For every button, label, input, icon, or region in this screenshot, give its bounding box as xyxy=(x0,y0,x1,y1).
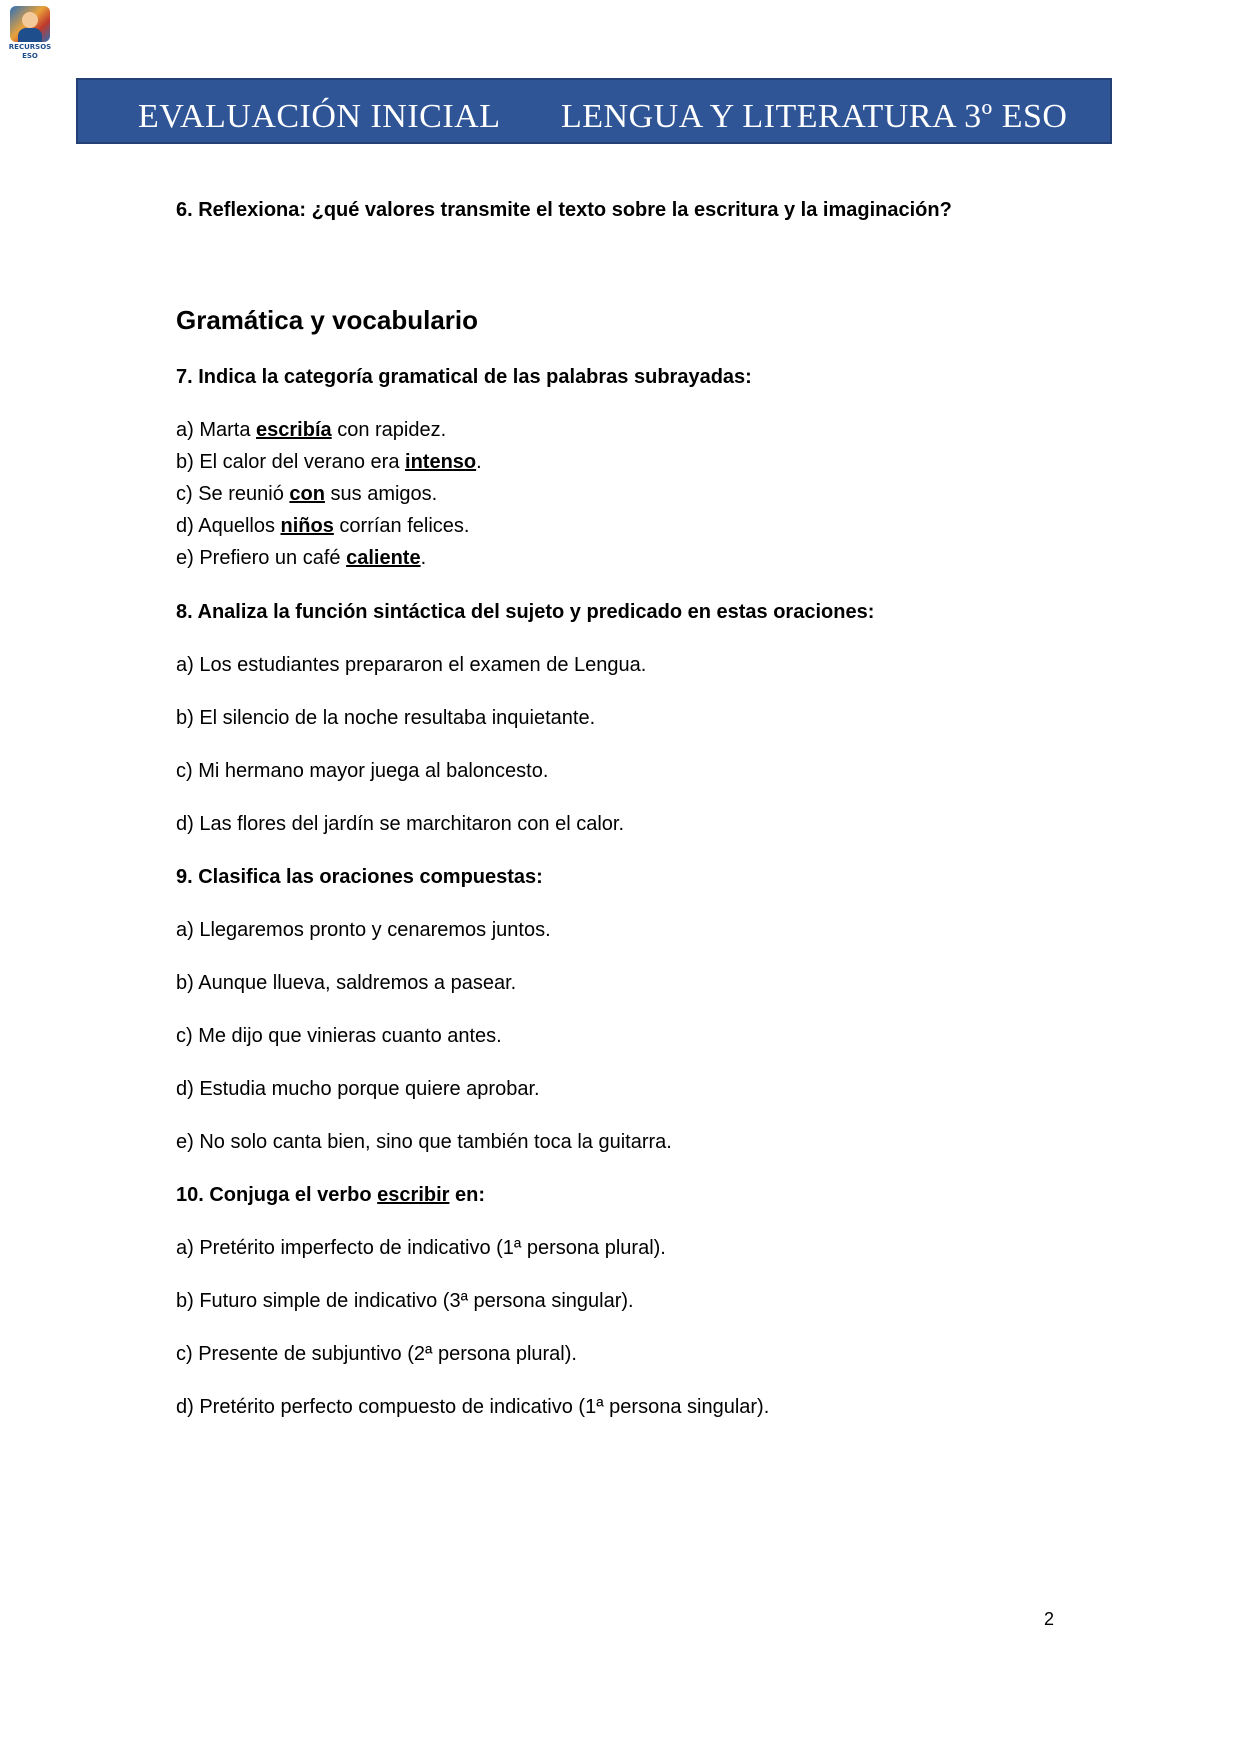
q7-item-c-post: sus amigos. xyxy=(324,483,438,505)
q7-item-b-pre: b) El calor del verano era xyxy=(176,451,406,473)
q8-item-d: d) Las flores del jardín se marchitaron con el calor. xyxy=(176,813,624,835)
q7-item-a-word: escribía xyxy=(256,419,332,441)
q7-item-b-word: intenso xyxy=(405,451,477,473)
logo-image xyxy=(10,6,50,42)
q10-item-d: d) Pretérito perfecto compuesto de indicativo (1ª persona singular). xyxy=(176,1396,770,1418)
question-8-title: 8. Analiza la función sintáctica del sujeto y predicado en estas oraciones: xyxy=(176,601,875,623)
q8-item-a: a) Los estudiantes prepararon el examen de Lengua. xyxy=(176,654,647,676)
header-left-title: EVALUACIÓN INICIAL xyxy=(138,98,501,135)
q9-item-c: c) Me dijo que vinieras cuanto antes. xyxy=(176,1025,502,1047)
q7-item-a-pre: a) Marta xyxy=(176,419,257,441)
q10-item-b: b) Futuro simple de indicativo (3ª persona singular). xyxy=(176,1290,634,1312)
q10-title-verb: escribir xyxy=(377,1184,450,1206)
recursos-eso-logo xyxy=(8,6,52,58)
q7-item-e xyxy=(176,547,426,570)
q10-title-post: en: xyxy=(449,1184,485,1206)
q10-item-a: a) Pretérito imperfecto de indicativo (1ª persona plural). xyxy=(176,1237,666,1259)
q7-item-c xyxy=(176,483,437,506)
question-7-title: 7. Indica la categoría gramatical de las palabras subrayadas: xyxy=(176,366,752,388)
q8-item-b: b) El silencio de la noche resultaba inquietante. xyxy=(176,707,596,729)
q7-item-b-post: . xyxy=(476,451,482,473)
q7-item-d-word: niños xyxy=(280,515,334,537)
q8-item-c: c) Mi hermano mayor juega al baloncesto. xyxy=(176,760,549,782)
q7-item-e-word: caliente xyxy=(346,547,421,569)
page-number: 2 xyxy=(1044,1609,1055,1629)
q10-title-pre: 10. Conjuga el verbo xyxy=(176,1184,378,1206)
q7-item-c-pre: c) Se reunió xyxy=(176,483,290,505)
q9-item-a: a) Llegaremos pronto y cenaremos juntos. xyxy=(176,919,551,941)
q7-item-d-pre: d) Aquellos xyxy=(176,515,281,537)
q9-item-b: b) Aunque llueva, saldremos a pasear. xyxy=(176,972,517,994)
section-title: Gramática y vocabulario xyxy=(176,305,479,335)
logo-text-1: RECURSOS xyxy=(8,43,52,51)
question-9-title: 9. Clasifica las oraciones compuestas: xyxy=(176,866,543,888)
q10-item-c: c) Presente de subjuntivo (2ª persona plural). xyxy=(176,1343,577,1365)
q7-item-a-post: con rapidez. xyxy=(331,419,447,441)
question-10-title xyxy=(176,1184,485,1207)
q7-item-c-word: con xyxy=(289,483,325,505)
question-6: 6. Reflexiona: ¿qué valores transmite el texto sobre la escritura y la imaginación? xyxy=(176,199,952,221)
q7-item-a xyxy=(176,419,446,442)
q7-item-d-post: corrían felices. xyxy=(333,515,470,537)
q7-item-e-pre: e) Prefiero un café xyxy=(176,547,347,569)
header-banner xyxy=(76,78,1112,144)
q9-item-d: d) Estudia mucho porque quiere aprobar. xyxy=(176,1078,540,1100)
header-right-title: LENGUA Y LITERATURA 3º ESO xyxy=(561,98,1068,135)
q7-item-e-post: . xyxy=(420,547,427,569)
q9-item-e: e) No solo canta bien, sino que también toca la guitarra. xyxy=(176,1131,672,1153)
q7-item-d xyxy=(176,515,469,538)
q7-item-b xyxy=(176,451,482,474)
logo-text-2: ESO xyxy=(22,52,38,60)
